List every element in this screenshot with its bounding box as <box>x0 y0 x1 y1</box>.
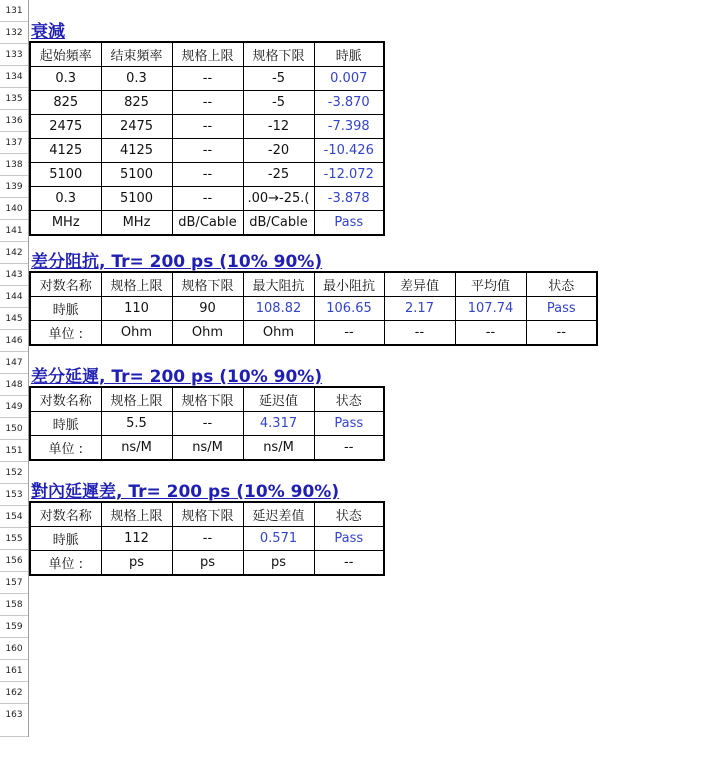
column-header[interactable]: 结束頻率 <box>101 42 172 67</box>
column-header[interactable]: 对数名称 <box>30 272 101 297</box>
intra-pair-skew-table <box>29 501 385 576</box>
table-row <box>30 211 384 236</box>
table-row <box>30 67 384 91</box>
table-cell[interactable]: ns/M <box>243 436 314 461</box>
table-cell[interactable]: 单位 : <box>30 551 101 576</box>
table-cell[interactable]: -- <box>384 321 455 346</box>
column-header[interactable]: 最小阻抗 <box>314 272 384 297</box>
row-number[interactable]: 149 <box>0 396 28 418</box>
table-row <box>30 139 384 163</box>
table-cell[interactable]: -- <box>455 321 526 346</box>
table-cell[interactable]: -- <box>172 91 243 115</box>
diff-impedance-table <box>29 271 598 346</box>
table-cell[interactable]: .00→-25.( <box>243 187 314 211</box>
table-cell[interactable]: 单位 : <box>30 436 101 461</box>
table-cell[interactable]: 4.317 <box>243 412 314 436</box>
table-cell[interactable]: 4125 <box>101 139 172 163</box>
table-row <box>30 412 384 436</box>
table-cell[interactable]: -3.870 <box>314 91 384 115</box>
table-cell[interactable]: -- <box>314 436 384 461</box>
diff-delay-title: 差分延遲, Tr= 200 ps (10% 90%) <box>31 367 323 387</box>
table-cell[interactable]: Pass <box>526 297 597 321</box>
table-cell[interactable]: dB/Cable <box>172 211 243 236</box>
column-header[interactable]: 状态 <box>314 502 384 527</box>
table-cell[interactable]: Pass <box>314 211 384 236</box>
table-cell[interactable]: 112 <box>101 527 172 551</box>
row-number[interactable]: 136 <box>0 110 28 132</box>
table-cell[interactable]: 時脈 <box>30 527 101 551</box>
table-row <box>30 527 384 551</box>
row-number[interactable]: 134 <box>0 66 28 88</box>
column-header[interactable]: 状态 <box>314 387 384 412</box>
table-cell[interactable]: -25 <box>243 163 314 187</box>
column-header[interactable]: 规格上限 <box>101 502 172 527</box>
table-cell[interactable]: 5100 <box>30 163 101 187</box>
table-cell[interactable]: 0.3 <box>30 187 101 211</box>
table-cell[interactable]: 5.5 <box>101 412 172 436</box>
attenuation-title: 衰減 <box>31 22 65 42</box>
table-cell[interactable]: 110 <box>101 297 172 321</box>
column-header[interactable]: 规格下限 <box>172 502 243 527</box>
row-number[interactable]: 147 <box>0 352 28 374</box>
header-row <box>30 502 384 527</box>
table-cell[interactable]: -- <box>172 527 243 551</box>
row-number[interactable]: 145 <box>0 308 28 330</box>
table-cell[interactable]: 2475 <box>101 115 172 139</box>
row-number[interactable]: 159 <box>0 616 28 638</box>
table-cell[interactable]: -3.878 <box>314 187 384 211</box>
table-cell[interactable]: 825 <box>30 91 101 115</box>
table-cell[interactable]: dB/Cable <box>243 211 314 236</box>
row-number[interactable]: 135 <box>0 88 28 110</box>
table-cell[interactable]: -12.072 <box>314 163 384 187</box>
table-cell[interactable]: 5100 <box>101 187 172 211</box>
table-cell[interactable]: MHz <box>30 211 101 236</box>
row-number[interactable]: 158 <box>0 594 28 616</box>
row-number[interactable]: 150 <box>0 418 28 440</box>
table-cell[interactable]: -- <box>526 321 597 346</box>
table-cell[interactable]: -- <box>172 187 243 211</box>
column-header[interactable]: 平均值 <box>455 272 526 297</box>
row-number[interactable]: 155 <box>0 528 28 550</box>
row-number[interactable]: 144 <box>0 286 28 308</box>
column-header[interactable]: 规格上限 <box>101 272 172 297</box>
table-row <box>30 91 384 115</box>
row-number-column <box>0 0 29 737</box>
row-number[interactable]: 141 <box>0 220 28 242</box>
intra-pair-skew-title: 對內延遲差, Tr= 200 ps (10% 90%) <box>31 482 340 502</box>
table-cell[interactable]: -7.398 <box>314 115 384 139</box>
column-header[interactable]: 延迟差值 <box>243 502 314 527</box>
row-number[interactable]: 143 <box>0 264 28 286</box>
table-cell[interactable]: ps <box>101 551 172 576</box>
table-cell[interactable]: 106.65 <box>314 297 384 321</box>
table-cell[interactable]: -20 <box>243 139 314 163</box>
row-number[interactable]: 142 <box>0 242 28 264</box>
table-cell[interactable]: -12 <box>243 115 314 139</box>
row-number[interactable]: 152 <box>0 462 28 484</box>
diff-impedance-title: 差分阻抗, Tr= 200 ps (10% 90%) <box>31 252 323 272</box>
row-number[interactable]: 132 <box>0 22 28 44</box>
table-cell[interactable]: 90 <box>172 297 243 321</box>
table-cell[interactable]: 2.17 <box>384 297 455 321</box>
table-row <box>30 297 597 321</box>
table-cell[interactable]: 時脈 <box>30 412 101 436</box>
row-number[interactable]: 140 <box>0 198 28 220</box>
column-header[interactable]: 最大阻抗 <box>243 272 314 297</box>
table-cell[interactable]: 2475 <box>30 115 101 139</box>
column-header[interactable]: 延迟值 <box>243 387 314 412</box>
table-cell[interactable]: -- <box>172 115 243 139</box>
table-cell[interactable]: 0.007 <box>314 67 384 91</box>
column-header[interactable]: 规格下限 <box>172 387 243 412</box>
table-cell[interactable]: 单位 : <box>30 321 101 346</box>
table-cell[interactable]: -- <box>172 67 243 91</box>
row-number[interactable]: 146 <box>0 330 28 352</box>
table-cell[interactable]: 4125 <box>30 139 101 163</box>
column-header[interactable]: 差异值 <box>384 272 455 297</box>
table-cell[interactable]: ps <box>172 551 243 576</box>
row-number[interactable]: 156 <box>0 550 28 572</box>
column-header[interactable]: 规格上限 <box>172 42 243 67</box>
table-cell[interactable]: -5 <box>243 67 314 91</box>
table-cell[interactable]: 108.82 <box>243 297 314 321</box>
table-cell[interactable]: -10.426 <box>314 139 384 163</box>
column-header[interactable]: 对数名称 <box>30 502 101 527</box>
row-number[interactable]: 162 <box>0 682 28 704</box>
table-cell[interactable]: Ohm <box>243 321 314 346</box>
table-cell[interactable]: ps <box>243 551 314 576</box>
table-cell[interactable]: -- <box>172 139 243 163</box>
table-cell[interactable]: 825 <box>101 91 172 115</box>
row-number[interactable]: 148 <box>0 374 28 396</box>
row-number[interactable]: 163 <box>0 704 28 737</box>
table-cell[interactable]: Ohm <box>172 321 243 346</box>
table-cell[interactable]: 0.3 <box>101 67 172 91</box>
table-cell[interactable]: 107.74 <box>455 297 526 321</box>
row-number[interactable]: 160 <box>0 638 28 660</box>
table-cell[interactable]: 0.571 <box>243 527 314 551</box>
table-cell[interactable]: -- <box>172 412 243 436</box>
table-cell[interactable]: -5 <box>243 91 314 115</box>
column-header[interactable]: 起始頻率 <box>30 42 101 67</box>
table-row <box>30 321 597 346</box>
table-cell[interactable]: 5100 <box>101 163 172 187</box>
table-cell[interactable]: ns/M <box>172 436 243 461</box>
diff-delay-table <box>29 386 385 461</box>
row-number[interactable]: 131 <box>0 0 28 22</box>
column-header[interactable]: 规格下限 <box>172 272 243 297</box>
table-row <box>30 163 384 187</box>
table-cell[interactable]: -- <box>314 551 384 576</box>
table-row <box>30 187 384 211</box>
table-cell[interactable]: -- <box>314 321 384 346</box>
table-cell[interactable]: Ohm <box>101 321 172 346</box>
table-cell[interactable]: ns/M <box>101 436 172 461</box>
table-cell[interactable]: 0.3 <box>30 67 101 91</box>
column-header[interactable]: 对数名称 <box>30 387 101 412</box>
header-row <box>30 272 597 297</box>
table-cell[interactable]: 時脈 <box>30 297 101 321</box>
row-number[interactable]: 153 <box>0 484 28 506</box>
table-cell[interactable]: Pass <box>314 527 384 551</box>
column-header[interactable]: 规格下限 <box>243 42 314 67</box>
table-row <box>30 115 384 139</box>
header-row <box>30 42 384 67</box>
row-number[interactable]: 133 <box>0 44 28 66</box>
table-row <box>30 551 384 576</box>
row-number[interactable]: 138 <box>0 154 28 176</box>
column-header[interactable]: 時脈 <box>314 42 384 67</box>
row-number[interactable]: 161 <box>0 660 28 682</box>
column-header[interactable]: 规格上限 <box>101 387 172 412</box>
row-number[interactable]: 154 <box>0 506 28 528</box>
row-number[interactable]: 151 <box>0 440 28 462</box>
attenuation-table <box>29 41 385 236</box>
row-number[interactable]: 139 <box>0 176 28 198</box>
header-row <box>30 387 384 412</box>
table-cell[interactable]: -- <box>172 163 243 187</box>
row-number[interactable]: 137 <box>0 132 28 154</box>
column-header[interactable]: 状态 <box>526 272 597 297</box>
table-cell[interactable]: Pass <box>314 412 384 436</box>
table-row <box>30 436 384 461</box>
row-number[interactable]: 157 <box>0 572 28 594</box>
table-cell[interactable]: MHz <box>101 211 172 236</box>
